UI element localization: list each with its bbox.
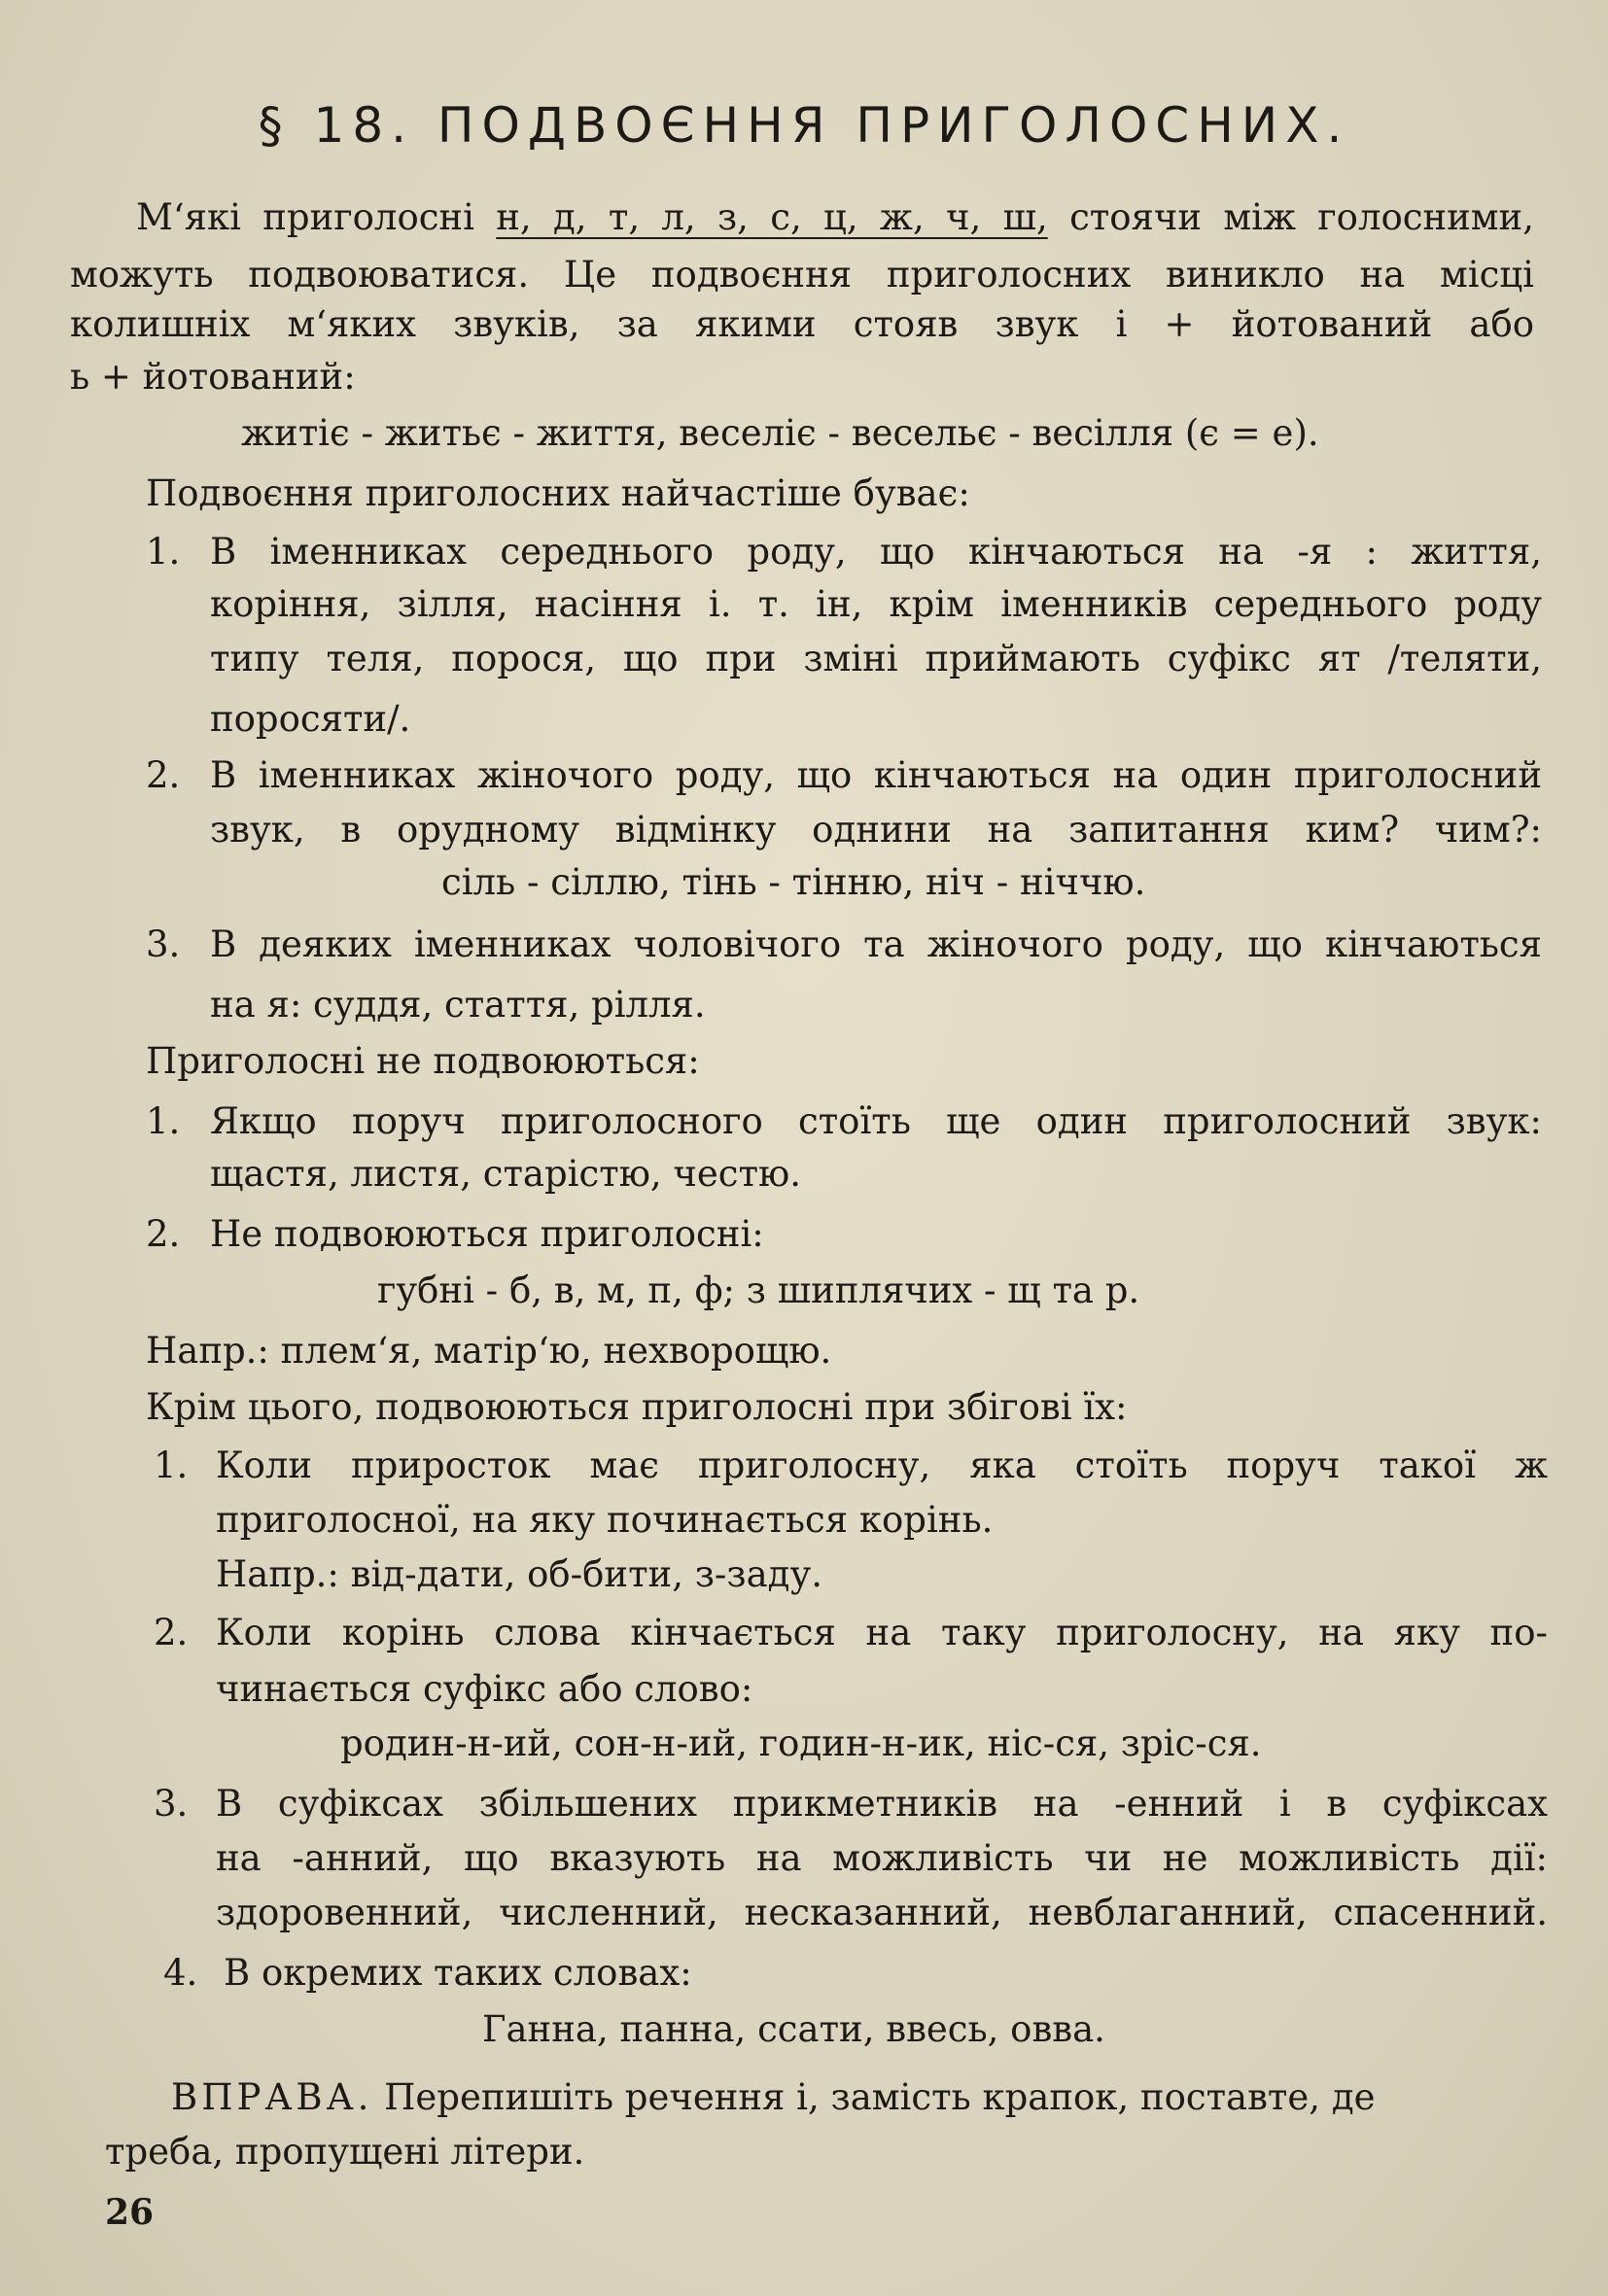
intro-line-3: колишніх м‘яких звуків, за якими стояв звук і + йотований або bbox=[70, 303, 1534, 345]
rule3-3-number: 3. bbox=[154, 1783, 189, 1825]
rule1-3-line: В деяких іменниках чоловічого та жіночого роду, що кінчаються bbox=[210, 923, 1542, 965]
intro-example: житіє - житьє - життя, веселіє - весельє - весілля (є = е). bbox=[241, 412, 1319, 454]
intro-text: М‘які приголосні bbox=[136, 196, 497, 238]
rule3-2-example: родин-н-ий, сон-н-ий, годин-н-ик, ніс-ся, зріс-ся. bbox=[340, 1722, 1262, 1764]
rule3-3-line: на -анний, що вказують на можливість чи не можливість дії: bbox=[216, 1837, 1548, 1879]
rule2-1-line: щастя, листя, старістю, честю. bbox=[210, 1153, 801, 1195]
rule3-3-line: здоровенний, численний, несказанний, невблаганний, спасенний. bbox=[216, 1892, 1548, 1933]
rule3-3-line: В суфіксах збільшених прикметників на -енний і в суфіксах bbox=[216, 1783, 1548, 1825]
intro-line-1 bbox=[136, 191, 1534, 245]
exercise-label: ВПРАВА. bbox=[171, 2076, 373, 2118]
napr-line: Напр.: плем‘я, матір‘ю, нехворощю. bbox=[146, 1330, 832, 1372]
rule1-2-line: В іменниках жіночого роду, що кінчаються на один приголосний bbox=[210, 754, 1542, 796]
intro-line-4: ь + йотований: bbox=[70, 356, 356, 398]
rule1-1-line: типу теля, порося, що при зміні приймають суфікс ят /теляти, bbox=[210, 638, 1542, 679]
most-often-heading: Подвоєння приголосних найчастіше буває: bbox=[146, 472, 970, 514]
rule1-1-line: В іменниках середнього роду, що кінчаються на -я : життя, bbox=[210, 531, 1542, 573]
rule1-1-line: поросяти/. bbox=[210, 698, 411, 740]
rule1-2-example: сіль - сіллю, тінь - тінню, ніч - ніччю. bbox=[441, 861, 1146, 903]
not-doubled-heading: Приголосні не подвоюються: bbox=[146, 1040, 700, 1082]
rule1-1-number: 1. bbox=[146, 531, 181, 573]
intro-text: стоячи між голосними, bbox=[1047, 196, 1534, 238]
exercise-text: Перепишіть речення і, замість крапок, поставте, де bbox=[372, 2076, 1376, 2118]
rule3-2-number: 2. bbox=[154, 1612, 189, 1653]
rule3-1-line: приголосної, на яку починається корінь. bbox=[216, 1499, 994, 1541]
rule2-2-example: губні - б, в, м, п, ф; з шиплячих - щ та р. bbox=[377, 1270, 1140, 1311]
rule3-4-number: 4. bbox=[163, 1952, 198, 1994]
rule3-2-line: чинається суфікс або слово: bbox=[216, 1668, 753, 1710]
rule3-4-example: Ганна, панна, ссати, ввесь, овва. bbox=[482, 2008, 1105, 2050]
rule2-1-line: Якщо поруч приголосного стоїть ще один приголосний звук: bbox=[210, 1100, 1542, 1142]
rule2-2-number: 2. bbox=[146, 1213, 181, 1255]
rule1-2-line: звук, в орудному відмінку однини на запитання ким? чим?: bbox=[210, 809, 1542, 851]
rule3-1-line: Напр.: від-дати, об-бити, з-заду. bbox=[216, 1553, 822, 1595]
rule3-4-line: В окремих таких словах: bbox=[224, 1952, 692, 1994]
rule1-2-number: 2. bbox=[146, 754, 181, 796]
besides-heading: Крім цього, подвоюються приголосні при збігові їх: bbox=[146, 1386, 1128, 1428]
rule2-1-number: 1. bbox=[146, 1100, 181, 1142]
intro-line-2: можуть подвоюватися. Це подвоєння приголосних виникло на місці bbox=[70, 254, 1534, 296]
exercise-line-2: треба, пропущені літери. bbox=[105, 2131, 585, 2173]
rule3-2-line: Коли корінь слова кінчається на таку приголосну, на яку по- bbox=[216, 1612, 1548, 1653]
section-title: § 18. ПОДВОЄННЯ ПРИГОЛОСНИХ. bbox=[258, 97, 1350, 154]
page-number: 26 bbox=[105, 2192, 155, 2233]
rule1-1-line: коріння, зілля, насіння і. т. ін, крім іменників середнього роду bbox=[210, 583, 1542, 625]
rule1-3-line: на я: суддя, стаття, рілля. bbox=[210, 984, 706, 1026]
rule1-3-number: 3. bbox=[146, 923, 181, 965]
exercise-line-1 bbox=[171, 2070, 1376, 2125]
rule3-1-number: 1. bbox=[154, 1444, 189, 1486]
rule2-2-line: Не подвоюються приголосні: bbox=[210, 1213, 764, 1255]
underlined-consonants: н, д, т, л, з, с, ц, ж, ч, ш, bbox=[496, 196, 1048, 238]
rule3-1-line: Коли приросток має приголосну, яка стоїть поруч такої ж bbox=[216, 1444, 1548, 1486]
